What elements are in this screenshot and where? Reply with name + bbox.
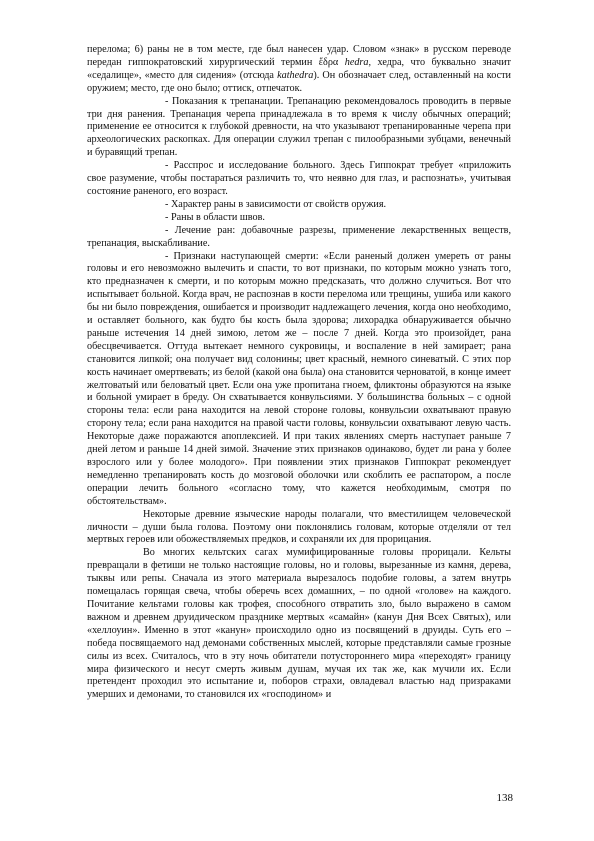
item-death-signs: - Признаки наступающей смерти: «Если раненый должен умереть от раны головы и его невозможно вылечить и спасти, то вот признаки, по которым можно узнать того, кто предназначен к смерти, и по которым можно предсказать, что должно случиться. Вот что испытывает больной. Когда врач, не распознав в кости перелома или трещины, ушиба или какого бы ни было повреждения, ошибается и производит надлежащего лечения, когда оно необходимо, и оставляет больного, как будто бы кость была здорова; лихорадка обнаруживается обычно раньше истечения 14 дней зимою, летом же – после 7 дней. Когда это произойдет, рана обесцвечивается. Оттуда вытекает немного сукровицы, и воспаление в ней замирает; рана становится липкой; она получает вид солонины; цвет красный, немного синеватый. С этих пор кость начинает омертвевать; из белой (какой она была) она становится черноватой, в конце имеет желтоватый или беловатый цвет. Если она уже пропитана гноем, фликтоны образуются на языке и больной умирает в бреду. Он схватывается конвульсиями. У большинства больных – с одной стороны тела: если рана находится на левой стороне головы, конвульсии охватывают правую сторону тела; если рана находится на правой части головы, конвульсии охватывают левую часть. Некоторые даже поражаются апоплексией. И при таких явлениях смерть наступает раньше 7 дней летом и раньше 14 дней зимой. Значение этих признаков одинаково, будет ли рана у более взрослого или у более молодого». При появлении этих признаков Гиппократ рекомендует немедленно трепанировать кость до мозговой оболочки или скоблить ее распатором, а после операции лечить больного «согласно тому, что кажется необходимым, смотря по обстоятельствам». bbox=[87, 250, 511, 507]
paragraph-text: перелома; 6) раны не в том месте, где был нанесен удар. Словом «знак» в русском переводе передан гиппократовский хирургический термин bbox=[87, 44, 511, 68]
paragraph-pagan-head-cult: Некоторые древние языческие народы полагали, что вместилищем человеческой личности – души была голова. Поэтому они поклонялись головам, которые отделяли от тел мертвых героев или обожествляемых предков, и сохраняли их для прорицания. bbox=[87, 508, 511, 546]
item-suture-wounds: - Раны в области швов. bbox=[165, 211, 265, 223]
item-trepanation-indications: - Показания к трепанации. Трепанацию рекомендовалось проводить в первые три дня ранения. Трепанация черепа принадлежала в то время к числу обычных операций; применение ее относится к глубокой древности, на что указывают трепанированные черепа при археологических раскопках. Для операции служил трепан с пилообразными зубцами, венечный и буравящий трепан. bbox=[87, 95, 511, 159]
greek-term: ἕδρα bbox=[318, 56, 339, 68]
paragraph-text: ). Он обозначает след, оставленный на кости оружием; место, где оно было; оттиск, отпечаток. bbox=[87, 69, 511, 94]
document-page bbox=[87, 44, 511, 702]
item-wound-character: - Характер раны в зависимости от свойств оружия. bbox=[165, 198, 387, 210]
item-patient-examination: - Расспрос и исследование больного. Здесь Гиппократ требует «приложить свое разумение, чтобы постараться различить то, что неявно для глаз, и распознать», учитывая состояние раненого, его возраст. bbox=[87, 160, 511, 197]
page-number: 138 bbox=[496, 792, 513, 804]
paragraph-celtic-sagas: Во многих кельтских сагах мумифицированные головы прорицали. Кельты превращали в фетиши не только настоящие головы, но и головы, вырезанные из камня, дерева, тыквы или репы. Сначала из этого материала вырезалось подобие головы, а затем внутрь помещалась горящая свеча, чтобы оберечь всех домашних, – по одной «голове» на каждого. Почитание кельтами головы как трофея, способного отвратить зло, было выражено в самом важном и древнем друидическом празднике мертвых «самайн» (канун Дня Всех Святых), или «хеллоуин». Именно в этот «канун» происходило одно из посвящений в друиды. Суть его – победа посвящаемого над демонами собственных мыслей, которые представляли самые грозные силы из всех. Считалось, что в эту ночь обитатели потустороннего мира «переходят» границу мира физического и несут смерть живым душам, мучая их так же, как мучили их. Если претендент проходил это испытание и, поборов страхи, овладевал властью над призраками умерших и демонами, то становился их «господином» и bbox=[87, 547, 511, 701]
item-wound-treatment: - Лечение ран: добавочные разрезы, применение лекарственных веществ, трепанация, выскабливание. bbox=[87, 224, 511, 249]
latin-term-kathedra: kathedra bbox=[277, 69, 314, 81]
latin-term-hedra: hedra, bbox=[344, 56, 372, 68]
paragraph-hedra bbox=[87, 44, 511, 96]
paragraph-text: хедра, что буквально значит «седалище», «место для сидения» (отсюда bbox=[87, 56, 511, 81]
